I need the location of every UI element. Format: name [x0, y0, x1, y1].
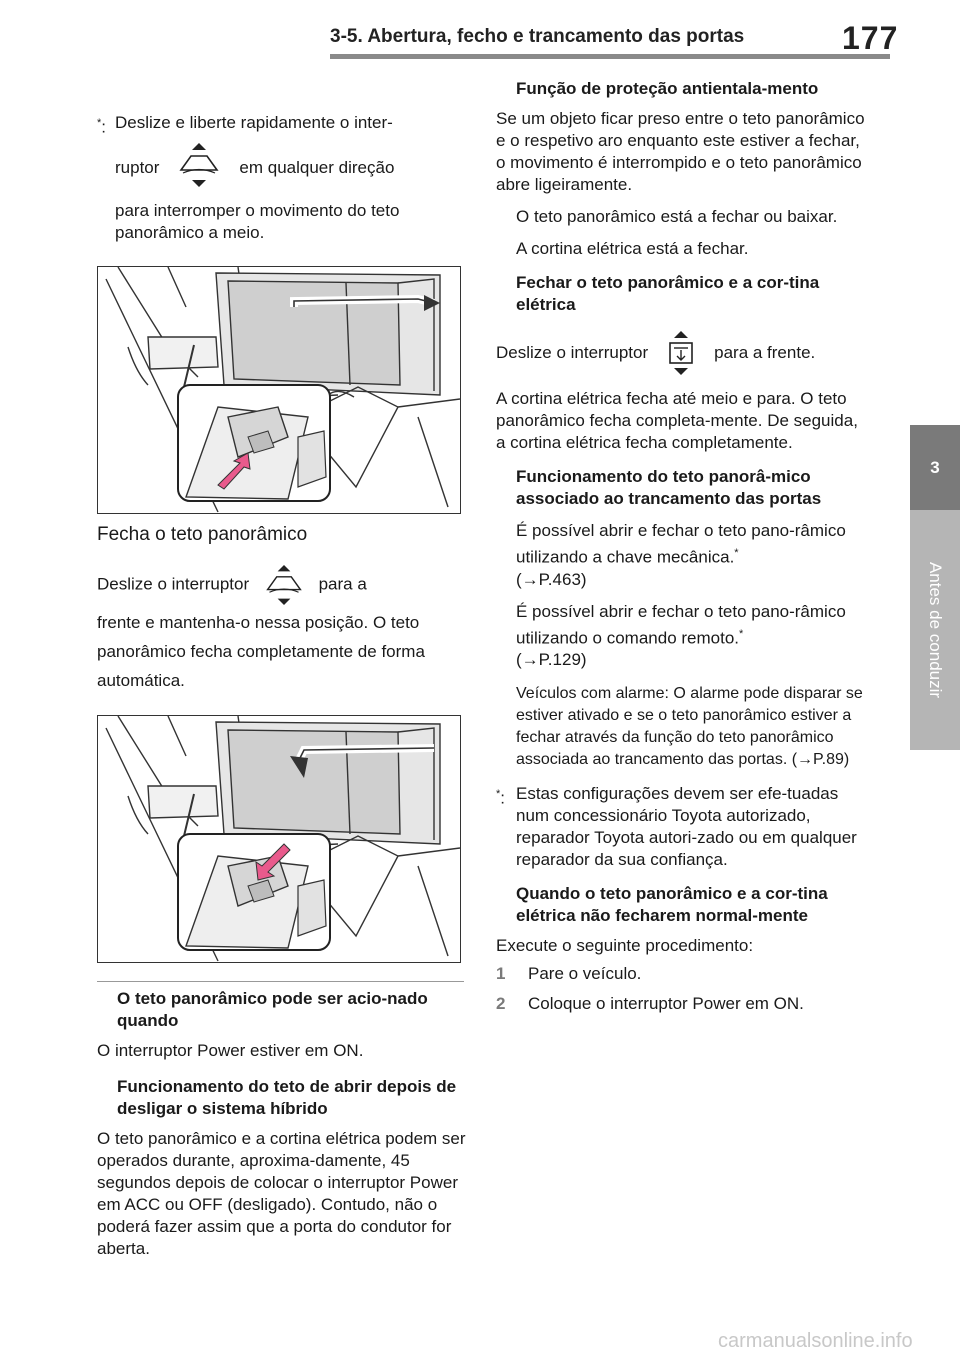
note-line-3: para interromper o movimento do teto panorâmico a meio.: [115, 201, 400, 242]
header-rule: [330, 54, 890, 59]
notclose-heading: Quando o teto panorâmico e a cor-tina elétrica não fecharem normal-mente: [516, 884, 828, 926]
tilt-stop-note: [97, 112, 467, 244]
notclose-text: Execute o seguinte procedimento:: [496, 936, 754, 956]
linked-key-text: É possível abrir e fechar o teto pano-râmico utilizando a chave mecânica.* (→P.463): [516, 520, 866, 591]
section-divider: [97, 981, 464, 982]
watermark: carmanualsonline.info: [718, 1330, 913, 1352]
close-instructions: Deslize o interruptor para a frente e mantenha-o nessa posição. O teto panorâmico fecha completamente de forma automática.: [97, 562, 467, 695]
note-mark: *:: [97, 117, 107, 137]
close-both-text: A cortina elétrica fecha até meio e para. O teto panorâmico fecha completa-mente. De seguida, a cortina elétrica fecha completamente.: [496, 389, 858, 452]
linked-remote-ref[interactable]: (→P.129): [516, 650, 587, 670]
roof-switch-figure-1: [97, 266, 461, 514]
operable-text: O interruptor Power estiver em ON.: [97, 1041, 364, 1060]
page-number: 177: [842, 20, 899, 56]
linked-block: [496, 466, 866, 771]
chapter-label: Antes de conduzir: [926, 561, 945, 699]
right-column: [496, 78, 866, 1015]
section-header-title: 3-5. Abertura, fecho e trancamento das portas: [330, 26, 745, 47]
operable-heading: O teto panorâmico pode ser acio-nado quando: [117, 989, 428, 1030]
antipinch-heading: Função de proteção antientala-mento: [516, 79, 819, 98]
close-both-instruction: Deslize o interruptor para a frente.: [496, 330, 866, 376]
list-item: 1 Pare o veículo.: [496, 964, 642, 984]
close-both-block: [496, 272, 866, 316]
left-column: [97, 112, 467, 1260]
roof-slide-switch-icon: [666, 330, 696, 376]
roof-switch-figure-2: [97, 715, 461, 963]
roof-tilt-switch-icon: [177, 142, 221, 194]
footnote-star: *: [739, 627, 744, 640]
chapter-number: 3: [930, 458, 940, 477]
antipinch-case-2: A cortina elétrica está a fechar.: [516, 239, 749, 258]
footnote: *: Estas configurações devem ser efe-tuadas num concessionário Toyota autorizado, reparador Toyota autori-zado ou em qualquer reparador da sua confiança.: [496, 784, 857, 870]
operable-block: [97, 988, 467, 1032]
linked-key-ref[interactable]: (→P.463): [516, 569, 587, 589]
chapter-tab: [910, 425, 960, 510]
close-section-title: Fecha o teto panorâmico: [97, 524, 308, 545]
alarm-text: Veículos com alarme: O alarme pode disparar se estiver ativado e se o teto panorâmico estiver a fechar através da função do teto panorâmico associada ao trancamento das portas. (→P.89): [516, 685, 863, 769]
antipinch-text: Se um objeto ficar preso entre o teto panorâmico e o respetivo aro enquanto este estiver a fechar, o movimento é interrompido e o teto panorâmico abre ligeiramente.: [496, 109, 865, 194]
linked-heading: Funcionamento do teto panorâ-mico associado ao trancamento das portas: [516, 467, 822, 508]
close-both-heading: Fechar o teto panorâmico e a cor-tina elétrica: [516, 273, 820, 314]
note-line-1: Deslize e liberte rapidamente o inter-: [115, 113, 393, 132]
linked-remote-text: É possível abrir e fechar o teto pano-râmico utilizando o comando remoto.* (→P.129): [516, 601, 866, 672]
notclose-block: [496, 883, 866, 927]
footnote-mark: *:: [496, 788, 506, 808]
note-line-2: ruptor em qualquer direção: [115, 142, 467, 194]
roof-tilt-switch-icon: [264, 562, 304, 608]
procedure-steps: [496, 963, 866, 1015]
after-off-text: O teto panorâmico e a cortina elétrica podem ser operados durante, aproxima-damente, 45 segundos depois de colocar o interruptor Power em ACC ou OFF (desligado). Contudo, não o poderá fazer assim que a porta do condutor for aberta.: [97, 1129, 466, 1258]
after-off-heading: Funcionamento do teto de abrir depois de desligar o sistema híbrido: [117, 1077, 457, 1118]
antipinch-case-1: O teto panorâmico está a fechar ou baixar.: [516, 207, 838, 226]
footnote-star: *: [734, 547, 739, 559]
list-item: 2 Coloque o interruptor Power em ON.: [496, 994, 804, 1014]
antipinch-block: [496, 78, 866, 100]
after-off-block: [97, 1076, 467, 1120]
